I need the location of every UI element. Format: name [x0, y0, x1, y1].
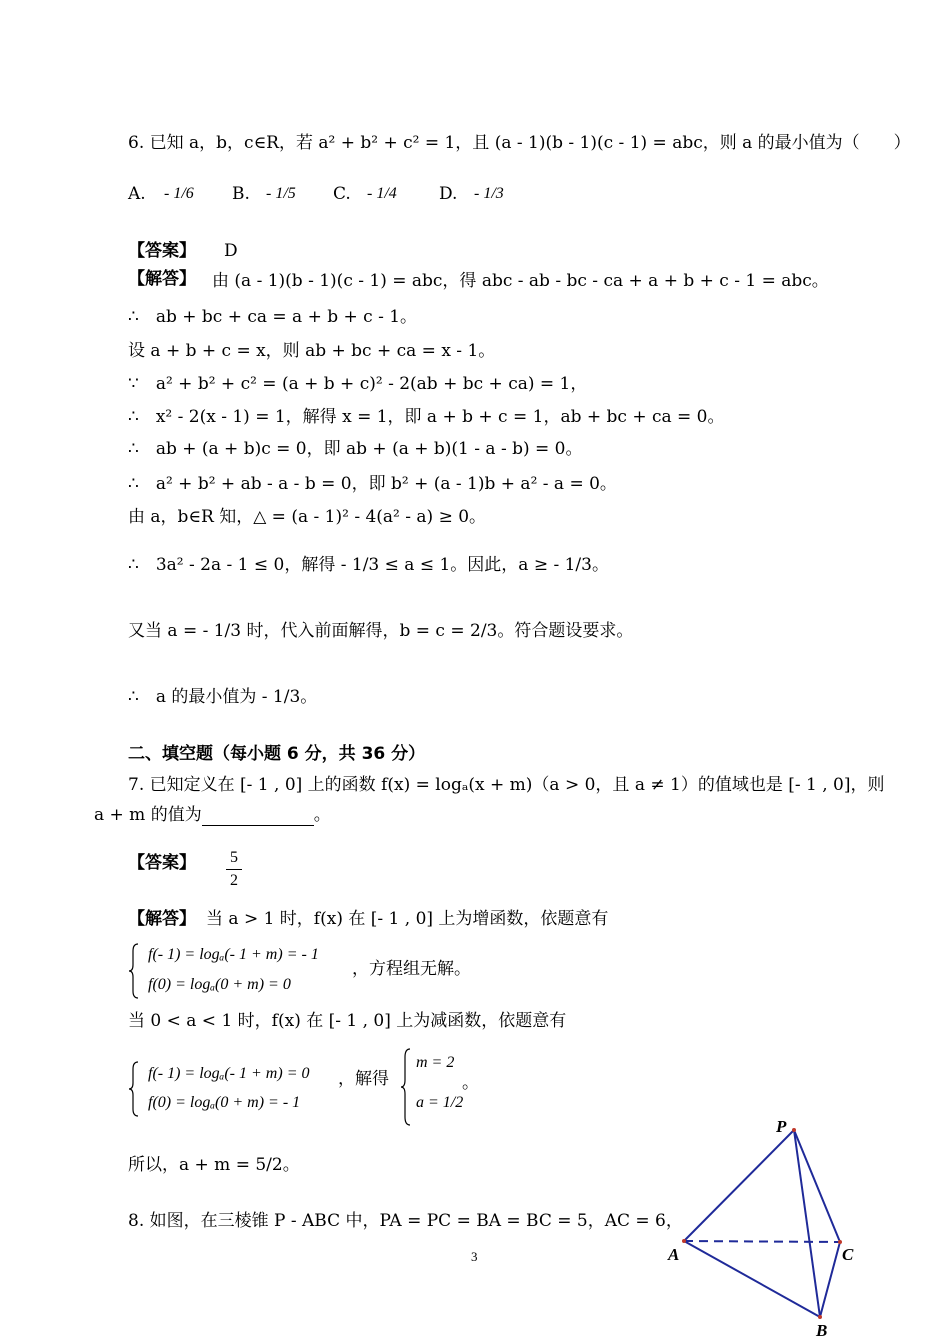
left-brace-icon [400, 1048, 412, 1126]
edge-cb [820, 1242, 840, 1317]
edge-pb [794, 1130, 820, 1317]
q7-solution-label: 【解答】 [128, 909, 196, 929]
vertex-c [838, 1240, 842, 1244]
q7-stem-text: a + m 的值为 [94, 805, 202, 825]
q7-stem-line-1: 7. 已知定义在 [- 1 , 0] 上的函数 f(x) = logₐ(x + m)（a > 0，且 a ≠ 1）的值域也是 [- 1 , 0]，则 [128, 775, 885, 795]
q7-answer-denominator: 2 [230, 872, 238, 889]
q6-solution-line-3: 设 a + b + c = x，则 ab + bc + ca = x - 1。 [128, 341, 496, 361]
q6-option-c-value: - 1/4 [367, 185, 397, 202]
vertex-p [792, 1128, 796, 1132]
answer-blank [202, 809, 314, 826]
q6-option-b-value: - 1/5 [266, 185, 296, 202]
q7-system1-eq2: f(0) = logₐ(0 + m) = 0 [148, 976, 291, 993]
q6-solution-line-5: ∴ x² - 2(x - 1) = 1，解得 x = 1，即 a + b + c = 1，ab + bc + ca = 0。 [128, 407, 725, 427]
q6-stem: 6. 已知 a，b，c∈R，若 a² + b² + c² = 1，且 (a - 1)(b - 1)(c - 1) = abc，则 a 的最小值为（ ） [128, 133, 911, 153]
q7-result-m: m = 2 [416, 1054, 455, 1071]
left-brace-icon [128, 1061, 140, 1117]
q6-option-d-label: D. [439, 184, 458, 204]
q6-solution-line-10: 又当 a = - 1/3 时，代入前面解得，b = c = 2/3。符合题设要求。 [128, 621, 634, 641]
q7-stem-end: 。 [313, 805, 331, 825]
edge-ac-hidden [684, 1241, 840, 1242]
q7-answer-label: 【答案】 [128, 853, 196, 873]
label-p: P [776, 1117, 787, 1136]
q7-result-end: 。 [462, 1073, 479, 1093]
q6-solution-line-2: ∴ ab + bc + ca = a + b + c - 1。 [128, 307, 418, 327]
q7-system1-eq1: f(- 1) = logₐ(- 1 + m) = - 1 [148, 946, 319, 963]
q7-system2-solve: ，解得 [338, 1069, 389, 1089]
q7-result-a: a = 1/2 [416, 1094, 464, 1111]
edge-ab [684, 1241, 820, 1317]
q6-solution-line-7: ∴ a² + b² + ab - a - b = 0，即 b² + (a - 1)b + a² - a = 0。 [128, 474, 617, 494]
edge-pa [684, 1130, 794, 1241]
q6-solution-line-4: ∵ a² + b² + c² = (a + b + c)² - 2(ab + bc + ca) = 1， [128, 374, 588, 394]
q6-answer-label: 【答案】 [128, 241, 196, 261]
q6-option-a-label: A. [128, 184, 146, 204]
q6-answer: D [224, 241, 238, 261]
vertex-b [818, 1315, 822, 1319]
q6-solution-label: 【解答】 [128, 269, 196, 289]
page-number: 3 [471, 1249, 478, 1264]
q7-solution-line-3: 所以，a + m = 5/2。 [128, 1155, 300, 1175]
q7-system2-eq1: f(- 1) = logₐ(- 1 + m) = 0 [148, 1065, 310, 1082]
label-a: A [668, 1245, 680, 1264]
tetrahedron-figure [660, 1112, 866, 1340]
label-b: B [816, 1321, 828, 1340]
q6-option-d-value: - 1/3 [474, 185, 504, 202]
q7-answer-fraction [226, 848, 242, 891]
label-c: C [842, 1245, 854, 1264]
q7-answer-numerator: 5 [230, 849, 238, 866]
q7-system2-eq2: f(0) = logₐ(0 + m) = - 1 [148, 1094, 301, 1111]
q7-solution-line-1: 当 a > 1 时，f(x) 在 [- 1 , 0] 上为增函数，依题意有 [206, 909, 609, 929]
q6-solution-line-8: 由 a，b∈R 知，△ = (a - 1)² - 4(a² - a) ≥ 0。 [128, 507, 487, 527]
q6-option-b-label: B. [232, 184, 250, 204]
q6-option-c-label: C. [333, 184, 351, 204]
q7-solution-line-2: 当 0 < a < 1 时，f(x) 在 [- 1 , 0] 上为减函数，依题意有 [128, 1011, 567, 1031]
q7-system1-note: ，方程组无解。 [352, 959, 471, 979]
section-heading: 二、填空题（每小题 6 分，共 36 分） [128, 744, 426, 764]
vertex-a [682, 1239, 686, 1243]
left-brace-icon [128, 943, 140, 999]
q8-stem: 8. 如图，在三棱锥 P - ABC 中，PA = PC = BA = BC = 5，AC = 6， [128, 1211, 683, 1231]
q6-solution-line-11: ∴ a 的最小值为 - 1/3。 [128, 687, 318, 707]
q6-solution-line-1: 由 (a - 1)(b - 1)(c - 1) = abc，得 abc - ab - bc - ca + a + b + c - 1 = abc。 [212, 271, 829, 291]
fraction-bar [226, 869, 242, 870]
q6-solution-line-9: ∴ 3a² - 2a - 1 ≤ 0，解得 - 1/3 ≤ a ≤ 1。因此，a ≥ - 1/3。 [128, 555, 609, 575]
q6-option-a-value: - 1/6 [164, 185, 194, 202]
q6-solution-line-6: ∴ ab + (a + b)c = 0，即 ab + (a + b)(1 - a - b) = 0。 [128, 439, 583, 459]
q7-stem-line-2 [94, 804, 331, 826]
